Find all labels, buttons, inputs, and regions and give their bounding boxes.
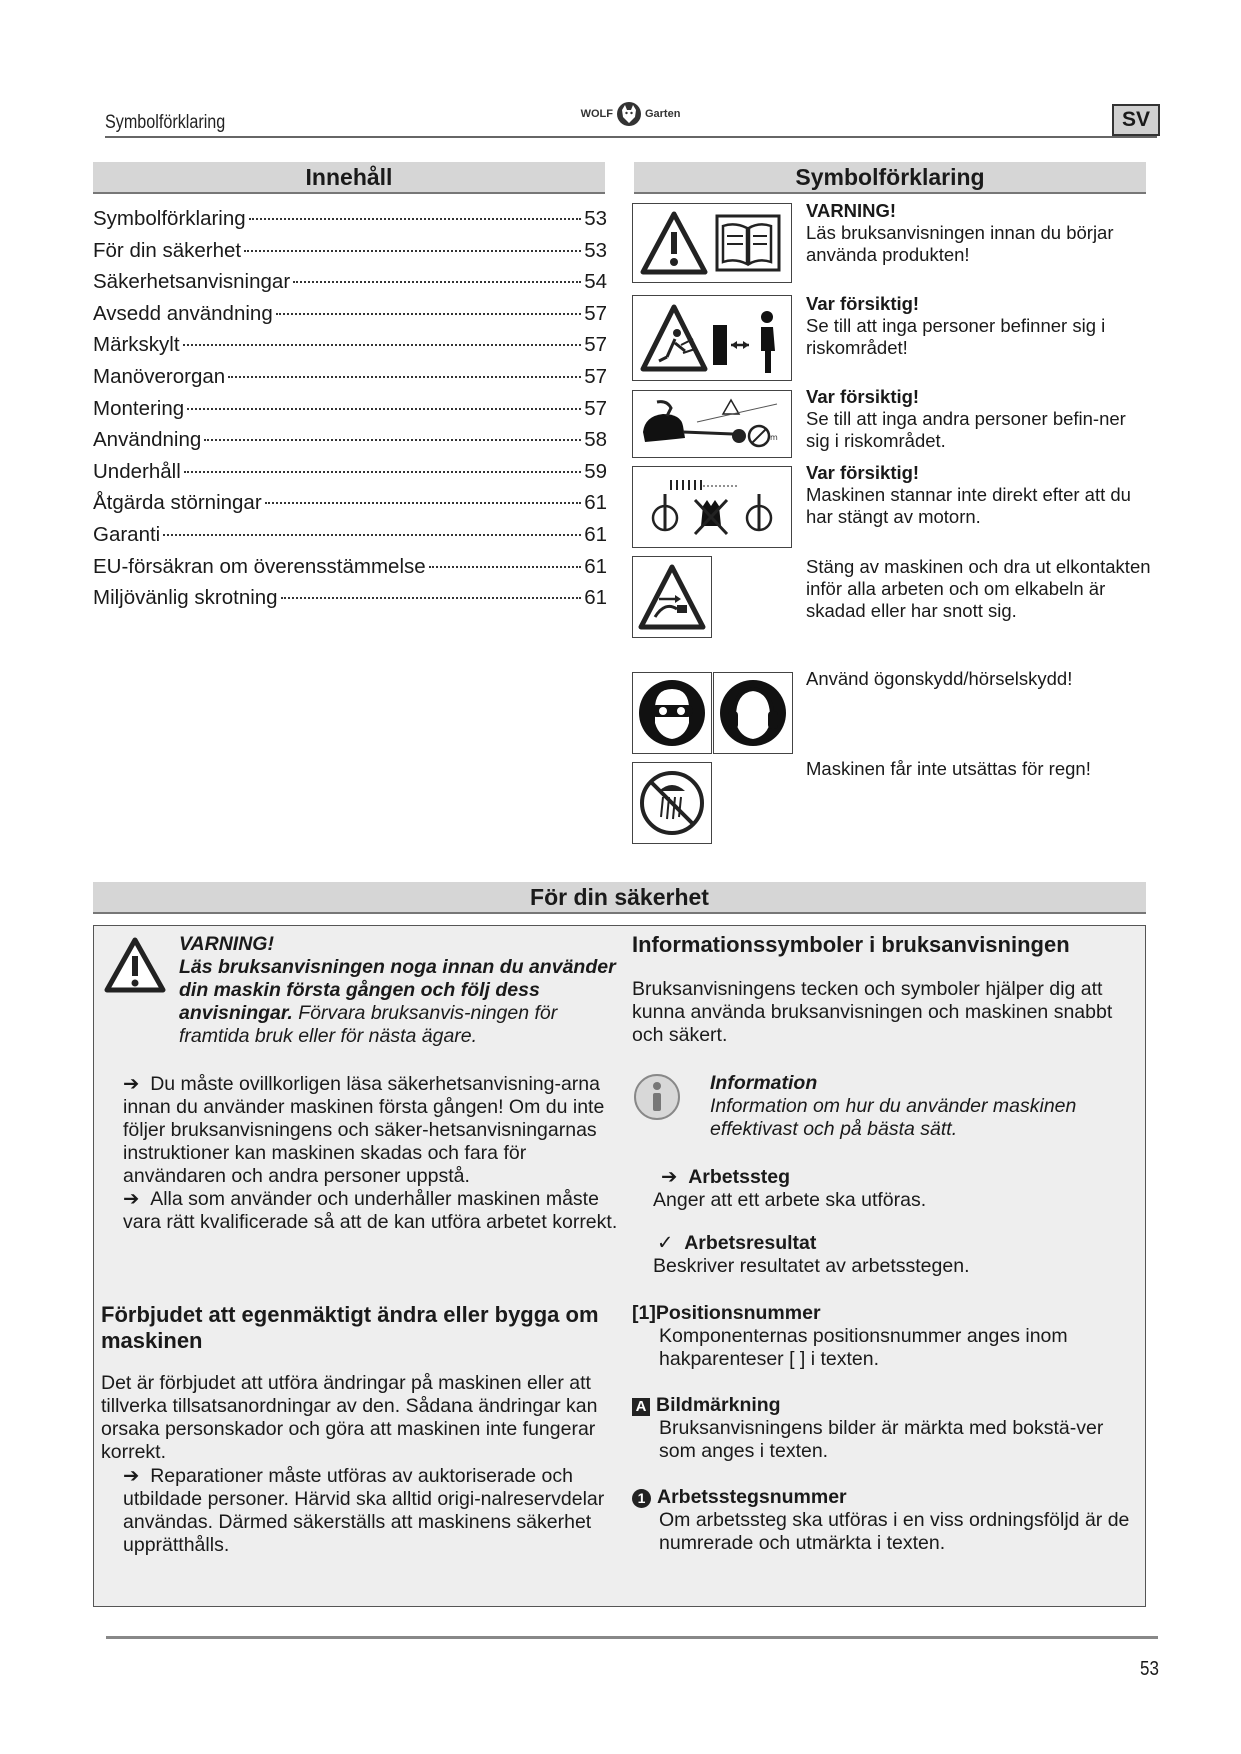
position-text: Komponenternas positionsnummer anges inom hakparenteser [ ] i texten. — [659, 1325, 1068, 1370]
warning-unplug-icon — [637, 561, 707, 633]
toc-entry[interactable] — [93, 239, 607, 271]
toc-entry-page: 59 — [584, 459, 607, 483]
symbol-text: Maskinen stannar inte direkt efter att du har stängt av motorn. — [806, 484, 1131, 527]
symbols-title: Symbolförklaring — [634, 162, 1146, 194]
toc-entry[interactable] — [93, 460, 607, 492]
information-label: Information — [710, 1072, 818, 1094]
symbol-desc-5 — [806, 556, 1151, 622]
toc-title: Innehåll — [93, 162, 605, 194]
header-section-title: Symbolförklaring — [105, 112, 226, 133]
toc-entry[interactable] — [93, 365, 607, 397]
trimmer-bystanders-icon — [637, 394, 787, 454]
toc-entry-label: Underhåll — [93, 459, 181, 483]
symbol-trimmer-bystanders — [632, 390, 792, 458]
warning-heading: VARNING! — [179, 933, 274, 955]
safety-bullets — [123, 1073, 621, 1234]
toc-entry-label: Åtgärda störningar — [93, 491, 262, 515]
toc-entry-page: 57 — [584, 364, 607, 388]
wolf-head-icon — [616, 101, 642, 127]
symbol-unplug — [632, 556, 712, 638]
toc-entry-page: 61 — [584, 554, 607, 578]
toc-entry[interactable] — [93, 586, 607, 618]
symbol-desc-2 — [806, 293, 1151, 359]
arrow-icon: ➔ — [661, 1166, 678, 1188]
image-label: Bildmärkning — [656, 1394, 781, 1416]
toc-entry-page: 53 — [584, 207, 607, 230]
image-marker-icon: A — [632, 1398, 650, 1416]
toc-entry[interactable] — [93, 333, 607, 365]
svg-text:m: m — [770, 433, 778, 442]
bullet-text: Du måste ovillkorligen läsa säkerhetsanvisning-arna innan du använder maskinen första gången! Om du inte följer bruksanvisningens och säker-hetsanvisningarnas instruktioner kan maskinen skadas och fara för användaren och andra personer uppstå. — [123, 1073, 605, 1187]
page-number: 53 — [1140, 1658, 1159, 1680]
safety-bullet — [123, 1465, 621, 1557]
toc-entry-label: EU-försäkran om överensstämmelse — [93, 554, 426, 578]
warning-keep-distance-icon — [637, 299, 787, 377]
symbol-text: Läs bruksanvisningen innan du börjar använda produkten! — [806, 222, 1114, 265]
safety-bullet — [123, 1188, 621, 1234]
toc-entry-page: 54 — [584, 270, 607, 294]
image-label-text: Bruksanvisningens bilder är märkta med bokstä-ver som anges i texten. — [659, 1417, 1104, 1462]
toc-entry-page: 53 — [584, 238, 607, 262]
toc-entry[interactable] — [93, 397, 607, 429]
toc-entry-page: 61 — [584, 586, 607, 610]
toc-entry-page: 58 — [584, 428, 607, 452]
arrow-icon: ➔ — [123, 1073, 140, 1095]
step-block — [653, 1166, 1133, 1212]
forbidden-heading: Förbjudet att egenmäktigt ändra eller bygga om maskinen — [101, 1302, 599, 1353]
toc-entry[interactable] — [93, 555, 607, 587]
toc-entry-label: Symbolförklaring — [93, 207, 246, 230]
info-icon — [632, 1072, 682, 1122]
symbol-heading: Var försiktig! — [806, 462, 920, 483]
toc-entry-label: Märkskylt — [93, 333, 180, 357]
safety-title: För din säkerhet — [93, 882, 1146, 914]
symbol-text: Använd ögonskydd/hörselskydd! — [806, 668, 1073, 689]
checkmark-icon: ✓ — [657, 1232, 674, 1254]
position-marker: [1] — [632, 1302, 656, 1324]
toc-entry-label: Avsedd användning — [93, 301, 273, 325]
language-badge: SV — [1112, 104, 1160, 136]
info-symbols-heading: Informationssymboler i bruksanvisningen — [632, 932, 1070, 957]
toc-entry-label: Manöverorgan — [93, 364, 226, 388]
toc-entry-label: För din säkerhet — [93, 238, 242, 262]
symbol-eye-protection — [632, 672, 712, 754]
warning-read-manual-icon — [637, 208, 787, 278]
step-label: Arbetssteg — [688, 1166, 791, 1188]
eye-protection-icon — [637, 677, 707, 749]
position-label: Positionsnummer — [655, 1302, 821, 1324]
symbol-text: Stäng av maskinen och dra ut elkontakten inför alla arbeten och om elkabeln är skadad eller har snott sig. — [806, 556, 1151, 621]
symbol-desc-1 — [806, 200, 1151, 266]
warning-block — [179, 933, 619, 1048]
arrow-icon: ➔ — [123, 1465, 140, 1487]
symbol-text: Se till att inga andra personer befin-ner sig i riskområdet. — [806, 408, 1126, 451]
symbol-desc-3 — [806, 386, 1151, 452]
position-block — [632, 1302, 1142, 1371]
no-rain-icon — [637, 767, 707, 839]
toc-entry[interactable] — [93, 207, 607, 239]
symbol-heading: Var försiktig! — [806, 386, 920, 407]
symbol-desc-6 — [806, 668, 1151, 690]
symbol-ear-protection — [713, 672, 793, 754]
symbol-desc-7 — [806, 758, 1151, 780]
header-divider — [105, 136, 1157, 138]
toc-entry[interactable] — [93, 302, 607, 334]
toc-entry-page: 61 — [584, 522, 607, 546]
symbol-text: Maskinen får inte utsättas för regn! — [806, 758, 1091, 779]
toc-entry-label: Användning — [93, 428, 202, 452]
warning-italic-text: Förvara bruksanvis-ningen för framtida bruk eller för nästa ägare. — [179, 1002, 558, 1047]
brand-logo — [568, 100, 693, 128]
toc-entry-page: 61 — [584, 491, 607, 515]
toc-entry-page: 57 — [584, 301, 607, 325]
bullet-text: Alla som använder och underhåller maskinen måste vara rätt kvalificerade så att de kan utföra arbetet korrekt. — [123, 1188, 618, 1233]
toc-entry-label: Garanti — [93, 522, 161, 546]
footer-divider — [106, 1636, 1158, 1639]
ear-protection-icon — [718, 677, 788, 749]
bullet-text: Reparationer måste utföras av auktoriserade och utbildade personer. Härvid ska alltid origi-nalreservdelar användas. Därmed säkerställs att maskinens säkerhet upprätthålls. — [123, 1465, 605, 1556]
step-text: Anger att ett arbete ska utföras. — [653, 1189, 927, 1211]
step-number-icon: 1 — [632, 1489, 651, 1508]
result-label: Arbetsresultat — [684, 1232, 817, 1254]
symbol-read-manual — [632, 203, 792, 283]
forbidden-text: Det är förbjudet att utföra ändringar på maskinen eller att tillverka tillsatsanordningar av den. Sådana ändringar kan orsaka personskador och göra att maskinen inte fungerar korrekt. — [101, 1372, 598, 1463]
warning-bold-text: Läs bruksanvisningen noga innan du använder din maskin första gången och följ dess anvisningar. — [179, 956, 616, 1024]
arrow-icon: ➔ — [123, 1188, 140, 1210]
step-number-label: Arbetsstegsnummer — [657, 1486, 847, 1508]
information-block — [710, 1072, 1140, 1141]
brand-name-right: Garten — [644, 108, 681, 120]
toc-entry[interactable] — [93, 491, 607, 523]
safety-bullet — [123, 1073, 621, 1188]
symbol-runs-on — [632, 466, 792, 548]
warning-triangle-icon — [103, 936, 167, 994]
toc-entry-label: Säkerhetsanvisningar — [93, 270, 291, 294]
toc-entry-label: Montering — [93, 396, 185, 420]
symbol-keep-distance — [632, 295, 792, 381]
blade-runs-on-icon — [637, 470, 787, 544]
step-number-block — [632, 1486, 1142, 1555]
toc-entry-label: Miljövänlig skrotning — [93, 586, 278, 610]
symbol-desc-4 — [806, 462, 1151, 528]
table-of-contents — [93, 207, 607, 618]
step-number-text: Om arbetssteg ska utföras i en viss ordningsföljd är de numrerade och utmärkta i texten. — [659, 1509, 1130, 1554]
result-text: Beskriver resultatet av arbetsstegen. — [653, 1255, 970, 1277]
toc-entry[interactable] — [93, 523, 607, 555]
result-block — [653, 1232, 1133, 1278]
symbol-heading: VARNING! — [806, 200, 897, 221]
image-label-block — [632, 1394, 1142, 1463]
symbol-text: Se till att inga personer befinner sig i riskområdet! — [806, 315, 1106, 358]
toc-entry[interactable] — [93, 270, 607, 302]
toc-entry-page: 57 — [584, 333, 607, 357]
symbol-heading: Var försiktig! — [806, 293, 920, 314]
brand-name-left: WOLF — [580, 108, 613, 120]
information-text: Information om hur du använder maskinen effektivast och på bästa sätt. — [710, 1095, 1077, 1140]
toc-entry-page: 57 — [584, 396, 607, 420]
info-intro: Bruksanvisningens tecken och symboler hjälper dig att kunna använda bruksanvisningen och maskinen snabbt och säkert. — [632, 978, 1113, 1046]
symbol-no-rain — [632, 762, 712, 844]
toc-entry[interactable] — [93, 428, 607, 460]
